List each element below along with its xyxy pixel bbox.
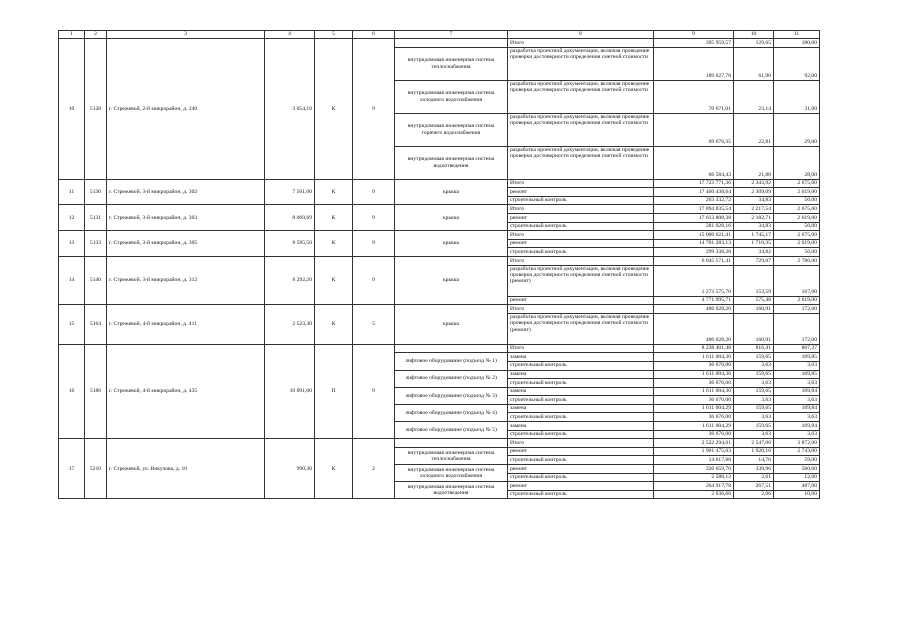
cost-total: 69 676,35 bbox=[654, 113, 734, 146]
cost-total: 264 917,78 bbox=[654, 482, 734, 491]
cost-total: 189 027,78 bbox=[654, 47, 734, 80]
cost-total: 336 659,70 bbox=[654, 465, 734, 474]
work-description: Итого bbox=[508, 344, 654, 353]
cost-limit: 172,00 bbox=[774, 313, 820, 344]
cost-total: 36 676,00 bbox=[654, 379, 734, 388]
row-number: 16 bbox=[59, 344, 85, 439]
cost-total: 17 613 808,38 bbox=[654, 213, 734, 222]
cost-total: 4 771 995,71 bbox=[654, 296, 734, 305]
work-description: ремонт bbox=[508, 239, 654, 248]
work-type: лифтовое оборудование (подъезд № 2) bbox=[395, 370, 508, 387]
work-description: Итого bbox=[508, 179, 654, 188]
table-row bbox=[59, 256, 820, 265]
cost-total: 395 959,57 bbox=[654, 39, 734, 48]
cost-per-sqm: 160,91 bbox=[734, 313, 774, 344]
cost-limit: 169,84 bbox=[774, 404, 820, 413]
work-type: внутридомовая инженерная система горячего водоснабжения bbox=[395, 113, 508, 146]
cost-total: 1 273 575,70 bbox=[654, 265, 734, 296]
cost-limit: 56,00 bbox=[774, 222, 820, 231]
work-description: строительный контроль bbox=[508, 430, 654, 439]
cost-total: 8 238 401,48 bbox=[654, 344, 734, 353]
building-code: 5186 bbox=[85, 344, 107, 439]
work-description: Итого bbox=[508, 231, 654, 240]
building-floors: 9 bbox=[353, 205, 395, 231]
building-address: г. Стрежевой, 4-й микрорайон, д. 411 bbox=[107, 305, 265, 345]
row-number: 12 bbox=[59, 205, 85, 231]
row-number: 17 bbox=[59, 439, 85, 499]
work-description: замена bbox=[508, 422, 654, 431]
cost-limit: 31,00 bbox=[774, 80, 820, 113]
cost-per-sqm: 3,63 bbox=[734, 396, 774, 405]
cost-per-sqm: 14,76 bbox=[734, 456, 774, 465]
work-type: крыша bbox=[395, 205, 508, 231]
cost-per-sqm: 21,80 bbox=[734, 146, 774, 179]
work-description: строительный контроль bbox=[508, 196, 654, 205]
work-type: внутридомовая инженерная система холодного водоснабжения bbox=[395, 80, 508, 113]
cost-total: 70 671,01 bbox=[654, 80, 734, 113]
header-cell: 6 bbox=[353, 31, 395, 39]
work-description: строительный контроль bbox=[508, 222, 654, 231]
cost-limit: 12,00 bbox=[774, 473, 820, 482]
work-description: строительный контроль bbox=[508, 456, 654, 465]
work-type: внутридомовая инженерная система холодного водоснабжения bbox=[395, 465, 508, 482]
cost-limit: 2 675,00 bbox=[774, 205, 820, 214]
cost-per-sqm: 129,65 bbox=[734, 39, 774, 48]
building-floors: 9 bbox=[353, 256, 395, 304]
cost-limit: 3,63 bbox=[774, 396, 820, 405]
table-row bbox=[59, 205, 820, 214]
cost-total: 1 611 004,30 bbox=[654, 387, 734, 396]
cost-per-sqm: 34,83 bbox=[734, 196, 774, 205]
building-area: 7 561,60 bbox=[265, 179, 315, 205]
cost-limit: 3,63 bbox=[774, 379, 820, 388]
cost-total: 406 028,20 bbox=[654, 305, 734, 314]
cost-per-sqm: 3,63 bbox=[734, 361, 774, 370]
cost-limit: 3,63 bbox=[774, 430, 820, 439]
cost-limit: 2 675,00 bbox=[774, 231, 820, 240]
cost-total: 36 676,00 bbox=[654, 413, 734, 422]
building-code: 5128 bbox=[85, 39, 107, 180]
cost-total: 1 611 004,30 bbox=[654, 370, 734, 379]
work-type: внутридомовая инженерная система теплоснабжения bbox=[395, 447, 508, 464]
work-description: разработка проектной документации, включая проведение проверки достоверности определения сметной стоимости (ремонт) bbox=[508, 313, 654, 344]
header-cell: 9 bbox=[654, 31, 734, 39]
building-type: К bbox=[315, 256, 353, 304]
cost-per-sqm: 159,65 bbox=[734, 387, 774, 396]
cost-limit: 169,84 bbox=[774, 387, 820, 396]
cost-limit: 2 619,00 bbox=[774, 239, 820, 248]
cost-per-sqm: 1 710,35 bbox=[734, 239, 774, 248]
cost-limit: 2 675,00 bbox=[774, 179, 820, 188]
work-description: замена bbox=[508, 387, 654, 396]
header-cell: 4 bbox=[265, 31, 315, 39]
cost-per-sqm: 339,96 bbox=[734, 465, 774, 474]
work-description: строительный контроль bbox=[508, 396, 654, 405]
building-type: К bbox=[315, 439, 353, 499]
building-code: 5210 bbox=[85, 439, 107, 499]
work-type: лифтовое оборудование (подъезд № 3) bbox=[395, 387, 508, 404]
building-code: 5130 bbox=[85, 179, 107, 205]
cost-total: 1 611 004,29 bbox=[654, 404, 734, 413]
cost-per-sqm: 729,07 bbox=[734, 256, 774, 265]
cost-per-sqm: 159,65 bbox=[734, 353, 774, 362]
work-type: крыша bbox=[395, 179, 508, 205]
cost-limit: 28,00 bbox=[774, 146, 820, 179]
cost-limit: 180,00 bbox=[774, 39, 820, 48]
work-type bbox=[395, 344, 508, 353]
work-type: крыша bbox=[395, 305, 508, 345]
work-description: Итого bbox=[508, 205, 654, 214]
work-description: замена bbox=[508, 353, 654, 362]
cost-total: 281 028,16 bbox=[654, 222, 734, 231]
building-floors: 2 bbox=[353, 439, 395, 499]
building-type: К bbox=[315, 205, 353, 231]
building-address: г. Стрежевой, 2-й микрорайон, д. 240 bbox=[107, 39, 265, 180]
row-number: 11 bbox=[59, 179, 85, 205]
cost-per-sqm: 153,59 bbox=[734, 265, 774, 296]
building-area: 8 069,69 bbox=[265, 205, 315, 231]
work-description: замена bbox=[508, 404, 654, 413]
building-area: 990,30 bbox=[265, 439, 315, 499]
work-description: замена bbox=[508, 370, 654, 379]
work-description: ремонт bbox=[508, 296, 654, 305]
cost-total: 17 723 771,36 bbox=[654, 179, 734, 188]
cost-per-sqm: 2,61 bbox=[734, 473, 774, 482]
cost-per-sqm: 575,48 bbox=[734, 296, 774, 305]
cost-limit: 3,63 bbox=[774, 361, 820, 370]
cost-total: 406 028,20 bbox=[654, 313, 734, 344]
cost-limit: 2 743,00 bbox=[774, 447, 820, 456]
cost-total: 1 611 004,30 bbox=[654, 353, 734, 362]
column-number-row bbox=[59, 31, 820, 39]
work-description: ремонт bbox=[508, 213, 654, 222]
row-number: 15 bbox=[59, 305, 85, 345]
work-description: Итого bbox=[508, 256, 654, 265]
cost-per-sqm: 816,41 bbox=[734, 344, 774, 353]
cost-limit: 2 619,00 bbox=[774, 213, 820, 222]
cost-total: 2 036,60 bbox=[654, 490, 734, 499]
table-row bbox=[59, 305, 820, 314]
cost-limit: 56,00 bbox=[774, 248, 820, 257]
cost-limit: 3 872,00 bbox=[774, 439, 820, 448]
cost-per-sqm: 22,81 bbox=[734, 113, 774, 146]
cost-per-sqm: 34,83 bbox=[734, 222, 774, 231]
cost-limit: 169,84 bbox=[774, 422, 820, 431]
work-description: разработка проектной документации, включая проведение проверки достоверности определения сметной стоимости bbox=[508, 47, 654, 80]
building-floors: 5 bbox=[353, 305, 395, 345]
cost-per-sqm: 159,65 bbox=[734, 404, 774, 413]
header-cell: 3 bbox=[107, 31, 265, 39]
table-row bbox=[59, 231, 820, 240]
cost-per-sqm: 2 217,54 bbox=[734, 205, 774, 214]
work-description: строительный контроль bbox=[508, 473, 654, 482]
building-address: г. Стрежевой, 3-й микрорайон, д. 303 bbox=[107, 205, 265, 231]
work-type: лифтовое оборудование (подъезд № 4) bbox=[395, 404, 508, 421]
row-number: 10 bbox=[59, 39, 85, 180]
building-code: 5131 bbox=[85, 205, 107, 231]
table-body bbox=[59, 31, 820, 499]
work-description: Итого bbox=[508, 305, 654, 314]
cost-limit: 10,00 bbox=[774, 490, 820, 499]
cost-per-sqm: 267,51 bbox=[734, 482, 774, 491]
cost-limit: 92,00 bbox=[774, 47, 820, 80]
cost-per-sqm: 2 182,71 bbox=[734, 213, 774, 222]
building-floors: 9 bbox=[353, 344, 395, 439]
cost-per-sqm: 3,63 bbox=[734, 379, 774, 388]
header-cell: 5 bbox=[315, 31, 353, 39]
building-code: 5164 bbox=[85, 305, 107, 345]
cost-total: 2 522 294,61 bbox=[654, 439, 734, 448]
cost-limit: 169,85 bbox=[774, 370, 820, 379]
cost-total: 6 045 571,41 bbox=[654, 256, 734, 265]
work-type: крыша bbox=[395, 231, 508, 257]
building-address: г. Стрежевой, 3-й микрорайон, д. 302 bbox=[107, 179, 265, 205]
document-page bbox=[58, 30, 820, 499]
work-description: строительный контроль bbox=[508, 379, 654, 388]
header-cell: 8 bbox=[508, 31, 654, 39]
cost-per-sqm: 3,63 bbox=[734, 413, 774, 422]
building-type: К bbox=[315, 39, 353, 180]
work-type: внутридомовая инженерная система теплоснабжения bbox=[395, 47, 508, 80]
work-type bbox=[395, 439, 508, 448]
building-type: К bbox=[315, 231, 353, 257]
cost-total: 36 676,00 bbox=[654, 396, 734, 405]
cost-per-sqm: 159,65 bbox=[734, 370, 774, 379]
building-address: г. Стрежевой, 3-й микрорайон, д. 305 bbox=[107, 231, 265, 257]
header-cell: 1 bbox=[59, 31, 85, 39]
cost-limit: 3,63 bbox=[774, 413, 820, 422]
work-type: внутридомовая инженерная система водоотведения bbox=[395, 482, 508, 499]
work-description: ремонт bbox=[508, 482, 654, 491]
cost-total: 263 332,72 bbox=[654, 196, 734, 205]
work-description: строительный контроль bbox=[508, 248, 654, 257]
cost-limit: 172,00 bbox=[774, 305, 820, 314]
work-description: ремонт bbox=[508, 188, 654, 197]
cost-limit: 560,00 bbox=[774, 465, 820, 474]
cost-limit: 2 786,00 bbox=[774, 256, 820, 265]
building-type: К bbox=[315, 305, 353, 345]
cost-per-sqm: 34,82 bbox=[734, 248, 774, 257]
work-description: разработка проектной документации, включая проведение проверки достоверности определения сметной стоимости bbox=[508, 146, 654, 179]
building-floors: 9 bbox=[353, 179, 395, 205]
cost-total: 66 584,43 bbox=[654, 146, 734, 179]
cost-total: 1 901 475,03 bbox=[654, 447, 734, 456]
cost-per-sqm: 2 547,00 bbox=[734, 439, 774, 448]
work-type: внутридомовая инженерная система водоотведения bbox=[395, 146, 508, 179]
work-type: лифтовое оборудование (подъезд № 5) bbox=[395, 422, 508, 439]
cost-per-sqm: 2 343,92 bbox=[734, 179, 774, 188]
work-description: строительный контроль bbox=[508, 361, 654, 370]
building-floors: 9 bbox=[353, 39, 395, 180]
cost-limit: 487,00 bbox=[774, 482, 820, 491]
work-description: строительный контроль bbox=[508, 413, 654, 422]
row-number: 14 bbox=[59, 256, 85, 304]
cost-per-sqm: 23,14 bbox=[734, 80, 774, 113]
cost-total: 36 676,00 bbox=[654, 430, 734, 439]
header-cell: 11 bbox=[774, 31, 820, 39]
building-area: 10 091,00 bbox=[265, 344, 315, 439]
building-type: К bbox=[315, 179, 353, 205]
table-row bbox=[59, 344, 820, 353]
cost-per-sqm: 3,63 bbox=[734, 430, 774, 439]
work-type: лифтовое оборудование (подъезд № 1) bbox=[395, 353, 508, 370]
row-number: 13 bbox=[59, 231, 85, 257]
cost-total: 14 617,88 bbox=[654, 456, 734, 465]
building-area: 8 292,20 bbox=[265, 256, 315, 304]
cost-total: 36 676,00 bbox=[654, 361, 734, 370]
cost-limit: 59,00 bbox=[774, 456, 820, 465]
cost-per-sqm: 159,65 bbox=[734, 422, 774, 431]
work-type bbox=[395, 39, 508, 48]
work-description: разработка проектной документации, включая проведение проверки достоверности определения сметной стоимости bbox=[508, 80, 654, 113]
cost-per-sqm: 2 309,09 bbox=[734, 188, 774, 197]
work-description: ремонт bbox=[508, 447, 654, 456]
building-area: 8 595,50 bbox=[265, 231, 315, 257]
work-description: разработка проектной документации, включая проведение проверки достоверности определения сметной стоимости (ремонт) bbox=[508, 265, 654, 296]
building-code: 5133 bbox=[85, 231, 107, 257]
cost-per-sqm: 61,90 bbox=[734, 47, 774, 80]
repair-schedule-table bbox=[58, 30, 820, 499]
table-row bbox=[59, 39, 820, 48]
header-cell: 10 bbox=[734, 31, 774, 39]
cost-limit: 867,37 bbox=[774, 344, 820, 353]
building-address: г. Стрежевой, 3-й микрорайон, д. 312 bbox=[107, 256, 265, 304]
work-type: крыша bbox=[395, 256, 508, 304]
cost-limit: 29,00 bbox=[774, 113, 820, 146]
cost-total: 2 588,12 bbox=[654, 473, 734, 482]
cost-total: 17 460 438,64 bbox=[654, 188, 734, 197]
cost-limit: 167,00 bbox=[774, 265, 820, 296]
work-description: Итого bbox=[508, 439, 654, 448]
work-description: ремонт bbox=[508, 465, 654, 474]
cost-limit: 2 619,00 bbox=[774, 188, 820, 197]
building-type: П bbox=[315, 344, 353, 439]
table-row bbox=[59, 179, 820, 188]
work-description: строительный контроль bbox=[508, 490, 654, 499]
work-description: Итого bbox=[508, 39, 654, 48]
table-row bbox=[59, 439, 820, 448]
cost-per-sqm: 1 745,17 bbox=[734, 231, 774, 240]
building-address: г. Стрежевой, ул. Викулова, д. 10 bbox=[107, 439, 265, 499]
cost-limit: 2 619,00 bbox=[774, 296, 820, 305]
cost-per-sqm: 160,91 bbox=[734, 305, 774, 314]
header-cell: 7 bbox=[395, 31, 508, 39]
cost-total: 17 894 835,54 bbox=[654, 205, 734, 214]
building-address: г. Стрежевой, 4-й микрорайон, д. 435 bbox=[107, 344, 265, 439]
building-area: 2 523,30 bbox=[265, 305, 315, 345]
cost-limit: 56,00 bbox=[774, 196, 820, 205]
building-floors: 9 bbox=[353, 231, 395, 257]
cost-total: 1 611 004,29 bbox=[654, 422, 734, 431]
cost-total: 14 701 283,13 bbox=[654, 239, 734, 248]
building-area: 3 054,10 bbox=[265, 39, 315, 180]
work-description: разработка проектной документации, включая проведение проверки достоверности определения сметной стоимости bbox=[508, 113, 654, 146]
cost-total: 15 000 621,41 bbox=[654, 231, 734, 240]
cost-per-sqm: 2,06 bbox=[734, 490, 774, 499]
cost-limit: 169,85 bbox=[774, 353, 820, 362]
building-code: 5140 bbox=[85, 256, 107, 304]
header-cell: 2 bbox=[85, 31, 107, 39]
cost-total: 299 338,28 bbox=[654, 248, 734, 257]
cost-per-sqm: 1 920,10 bbox=[734, 447, 774, 456]
